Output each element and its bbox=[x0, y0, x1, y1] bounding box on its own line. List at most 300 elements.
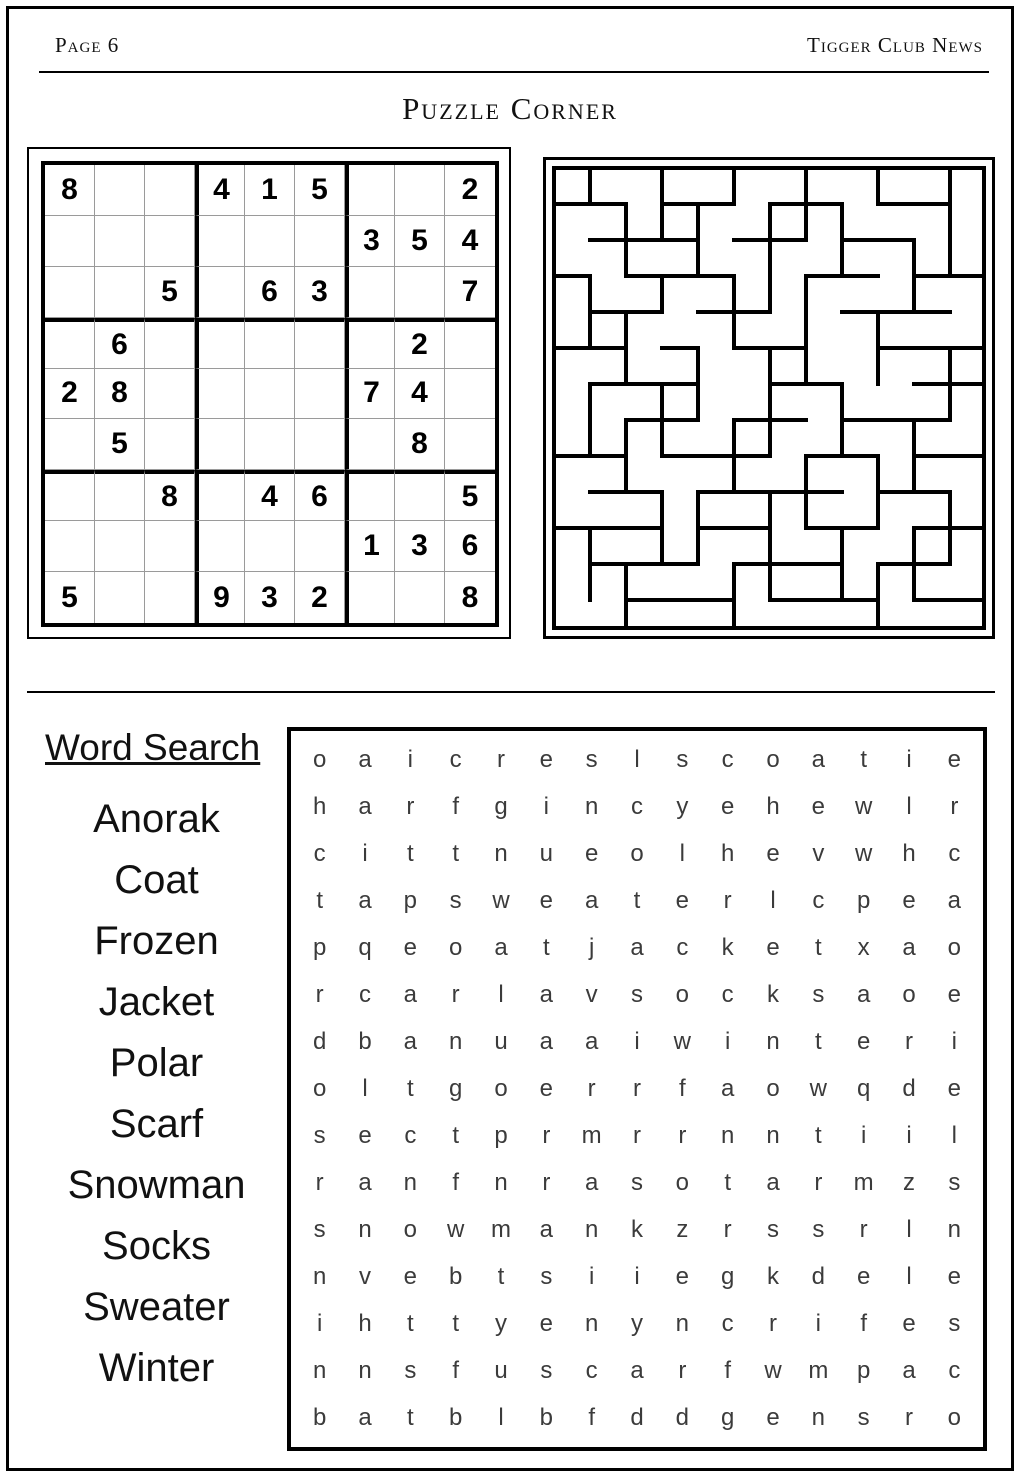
word-search-cell: l bbox=[951, 1121, 957, 1149]
word-search-cell: r bbox=[632, 1074, 641, 1102]
sudoku-cell[interactable] bbox=[45, 470, 95, 521]
word-search-cell: d bbox=[312, 1028, 327, 1056]
sudoku-cell[interactable]: 7 bbox=[345, 369, 395, 420]
maze-graphic bbox=[546, 160, 992, 636]
word-search-cell: a bbox=[720, 1074, 735, 1102]
word-search-cell: w bbox=[854, 840, 873, 868]
word-search-cell: p bbox=[312, 934, 327, 962]
sudoku-cell[interactable] bbox=[45, 318, 95, 369]
word-search-cell: m bbox=[808, 1356, 829, 1384]
word-search-cell: r bbox=[859, 1215, 868, 1243]
word-search-cell: e bbox=[856, 1028, 871, 1056]
page-number-label: Page 6 bbox=[55, 33, 120, 57]
word-search-cell: n bbox=[494, 1168, 508, 1196]
word-search-cell: q bbox=[856, 1074, 871, 1102]
word-search-cell: o bbox=[312, 746, 327, 774]
word-search-cell: i bbox=[543, 793, 549, 821]
word-search-cell: n bbox=[312, 1262, 327, 1290]
word-search-cell: a bbox=[584, 887, 599, 915]
word-search-cell: s bbox=[313, 1215, 326, 1243]
sudoku-cell[interactable]: 7 bbox=[445, 267, 495, 318]
sudoku-cell[interactable]: 8 bbox=[461, 580, 479, 614]
sudoku-cell[interactable]: 1 bbox=[245, 165, 295, 216]
sudoku-cell[interactable]: 3 bbox=[345, 216, 395, 267]
word-search-word-list bbox=[29, 789, 284, 1399]
sudoku-cell[interactable]: 5 bbox=[445, 470, 495, 521]
word-search-cell: z bbox=[676, 1215, 689, 1243]
word-search-cell: a bbox=[947, 887, 961, 915]
word-search-cell: r bbox=[904, 1028, 913, 1056]
sudoku-cell[interactable] bbox=[45, 521, 95, 572]
word-search-cell: r bbox=[406, 793, 415, 821]
word-search-cell: o bbox=[902, 981, 916, 1009]
word-search-cell: y bbox=[676, 793, 689, 821]
word-search-cell: y bbox=[630, 1309, 643, 1337]
word-search-cell: e bbox=[584, 840, 599, 868]
newsletter-page bbox=[6, 6, 1014, 1471]
sudoku-cell[interactable]: 6 bbox=[445, 521, 495, 572]
sudoku-cell[interactable] bbox=[445, 419, 495, 470]
sudoku-cell[interactable] bbox=[245, 318, 295, 369]
word-search-cell: r bbox=[632, 1121, 641, 1149]
sudoku-cell[interactable] bbox=[145, 318, 195, 369]
sudoku-cell[interactable]: 4 bbox=[395, 369, 445, 420]
sudoku-cell[interactable]: 2 bbox=[295, 572, 345, 623]
word-search-cell: r bbox=[723, 1215, 732, 1243]
maze-puzzle bbox=[543, 157, 995, 639]
word-search-cell: c bbox=[721, 1309, 734, 1337]
word-search-cell: a bbox=[358, 793, 372, 821]
sudoku-cell[interactable]: 5 bbox=[395, 216, 445, 267]
sudoku-cell[interactable] bbox=[395, 267, 445, 318]
word-search-cell: d bbox=[675, 1403, 689, 1431]
sudoku-cell[interactable]: 3 bbox=[395, 521, 445, 572]
word-search-cell: f bbox=[724, 1356, 731, 1384]
word-search-cell: d bbox=[811, 1262, 825, 1290]
word-search-cell: b bbox=[448, 1403, 463, 1431]
word-search-cell: s bbox=[676, 746, 689, 774]
word-search-cell: t bbox=[406, 1403, 414, 1431]
sudoku-cell[interactable] bbox=[145, 369, 195, 420]
sudoku-cell[interactable] bbox=[345, 419, 395, 470]
word-search-cell: r bbox=[678, 1121, 687, 1149]
word-search-cell: c bbox=[721, 746, 734, 774]
word-search-cell: t bbox=[406, 1309, 414, 1337]
word-search-cell: i bbox=[951, 1028, 957, 1056]
word-search-cell: m bbox=[490, 1215, 511, 1243]
word-search-cell: n bbox=[584, 1309, 599, 1337]
word-search-cell: n bbox=[811, 1403, 825, 1431]
word-search-cell: l bbox=[906, 793, 912, 821]
word-search-cell: w bbox=[809, 1074, 827, 1102]
word-search-cell: z bbox=[902, 1168, 915, 1196]
word-search-cell: e bbox=[766, 934, 780, 962]
word-search-cell: f bbox=[678, 1074, 686, 1102]
word-search-cell: n bbox=[403, 1168, 417, 1196]
word-search-cell: e bbox=[902, 1309, 916, 1337]
sudoku-cell[interactable] bbox=[145, 165, 195, 216]
word-search-cell: o bbox=[448, 934, 463, 962]
word-search-cell: e bbox=[947, 1262, 961, 1290]
sudoku-cell[interactable]: 5 bbox=[95, 419, 145, 470]
word-search-cell: n bbox=[675, 1309, 689, 1337]
sudoku-cell[interactable]: 5 bbox=[45, 572, 95, 623]
sudoku-cell[interactable] bbox=[395, 165, 445, 216]
word-search-cell: n bbox=[584, 1215, 599, 1243]
word-search-cell: e bbox=[403, 934, 417, 962]
word-search-cell: t bbox=[452, 1121, 459, 1149]
word-search-cell: p bbox=[856, 1356, 871, 1384]
sudoku-cell[interactable] bbox=[395, 572, 445, 623]
word-search-word: Polar bbox=[109, 1041, 204, 1085]
word-search-cell: c bbox=[676, 934, 689, 962]
word-search-word: Sweater bbox=[83, 1285, 230, 1329]
word-search-cell: c bbox=[630, 793, 643, 821]
word-search-word: Coat bbox=[114, 858, 199, 902]
word-search-cell: c bbox=[313, 840, 326, 868]
word-search-cell: d bbox=[902, 1074, 916, 1102]
sudoku-cell[interactable] bbox=[345, 572, 395, 623]
word-search-cell: e bbox=[947, 981, 961, 1009]
word-search-cell: a bbox=[358, 1168, 372, 1196]
word-search-cell: v bbox=[585, 981, 598, 1009]
sudoku-cell[interactable] bbox=[295, 419, 345, 470]
word-search-cell: e bbox=[539, 1074, 553, 1102]
word-search-cell: s bbox=[449, 887, 462, 915]
sudoku-cell[interactable]: 4 bbox=[445, 216, 495, 267]
word-search-cell: r bbox=[904, 1403, 913, 1431]
word-search-cell: a bbox=[811, 746, 825, 774]
word-search-cell: t bbox=[542, 934, 550, 962]
word-search-cell: r bbox=[496, 746, 505, 774]
sudoku-cell[interactable] bbox=[145, 419, 195, 470]
sudoku-cell[interactable] bbox=[245, 369, 295, 420]
word-search-word: Frozen bbox=[94, 919, 219, 963]
word-search-cell: w bbox=[673, 1028, 691, 1056]
word-search-cell: h bbox=[358, 1309, 372, 1337]
word-search-cell: l bbox=[362, 1074, 368, 1102]
word-search-cell: o bbox=[766, 746, 780, 774]
word-search-cell: o bbox=[403, 1215, 417, 1243]
page-inner bbox=[19, 19, 1001, 1458]
sudoku-cell[interactable] bbox=[95, 216, 145, 267]
word-search-cell: r bbox=[451, 981, 460, 1009]
sudoku-cell[interactable] bbox=[95, 267, 145, 318]
word-search-cell: s bbox=[540, 1356, 553, 1384]
section-divider bbox=[27, 691, 995, 693]
word-search-cell: c bbox=[585, 1356, 598, 1384]
word-search-cell: s bbox=[812, 1215, 825, 1243]
word-search-cell: r bbox=[542, 1168, 551, 1196]
word-search-cell: a bbox=[856, 981, 871, 1009]
word-search-cell: r bbox=[814, 1168, 823, 1196]
sudoku-cell[interactable]: 8 bbox=[145, 470, 195, 521]
word-search-cell: c bbox=[404, 1121, 417, 1149]
word-search-cell: t bbox=[316, 887, 323, 915]
word-search-word: Jacket bbox=[98, 980, 215, 1024]
word-search-cell: s bbox=[857, 1403, 870, 1431]
word-search-cell: s bbox=[766, 1215, 779, 1243]
word-search-cell: t bbox=[406, 840, 414, 868]
sudoku-cell[interactable]: 8 bbox=[95, 369, 145, 420]
word-search-cell: a bbox=[539, 1215, 553, 1243]
word-search-cell: t bbox=[497, 1262, 505, 1290]
word-search-cell: o bbox=[494, 1074, 508, 1102]
word-search-cell: a bbox=[358, 746, 372, 774]
sudoku-cell[interactable] bbox=[195, 216, 245, 267]
word-search-cell: l bbox=[634, 746, 640, 774]
word-search-word: Snowman bbox=[67, 1163, 246, 1207]
sudoku-cell[interactable]: 3 bbox=[245, 572, 295, 623]
word-search-cell: a bbox=[403, 1028, 417, 1056]
sudoku-cell[interactable] bbox=[95, 165, 145, 216]
word-search-cell: r bbox=[315, 981, 324, 1009]
sudoku-cell[interactable]: 5 bbox=[295, 165, 345, 216]
word-search-cell: i bbox=[316, 1309, 323, 1337]
sudoku-cell[interactable] bbox=[45, 267, 95, 318]
word-search-cell: w bbox=[854, 793, 873, 821]
word-search-cell: a bbox=[630, 1356, 644, 1384]
sudoku-cell[interactable] bbox=[195, 419, 245, 470]
word-search-cell: f bbox=[452, 793, 459, 821]
word-search-cell: x bbox=[857, 934, 870, 962]
word-search-cell: s bbox=[630, 981, 643, 1009]
word-search-cell: t bbox=[724, 1168, 731, 1196]
word-search-grid bbox=[297, 737, 977, 1441]
sudoku-cell[interactable] bbox=[345, 165, 395, 216]
word-search-cell: r bbox=[542, 1121, 551, 1149]
word-search-cell: e bbox=[539, 1309, 553, 1337]
sudoku-cell[interactable] bbox=[145, 216, 195, 267]
word-search-cell: n bbox=[358, 1215, 372, 1243]
word-search-cell: a bbox=[630, 934, 644, 962]
word-search-cell: u bbox=[539, 840, 553, 868]
sudoku-cell[interactable] bbox=[245, 521, 295, 572]
word-search-title: Word Search bbox=[45, 727, 261, 768]
word-search-cell: e bbox=[358, 1121, 372, 1149]
sudoku-cell[interactable] bbox=[195, 267, 245, 318]
sudoku-cell[interactable] bbox=[45, 419, 95, 470]
word-search-cell: a bbox=[902, 1356, 916, 1384]
word-search-cell: d bbox=[630, 1403, 644, 1431]
word-search-cell: k bbox=[721, 934, 734, 962]
word-search-cell: i bbox=[634, 1028, 640, 1056]
sudoku-cell[interactable]: 3 bbox=[295, 267, 345, 318]
word-search-cell: o bbox=[675, 1168, 689, 1196]
word-search-cell: p bbox=[403, 887, 417, 915]
sudoku-cell[interactable]: 1 bbox=[345, 521, 395, 572]
sudoku-cell[interactable] bbox=[345, 267, 395, 318]
sudoku-cell[interactable] bbox=[445, 369, 495, 420]
word-search-cell: h bbox=[902, 840, 916, 868]
word-search-cell: e bbox=[675, 1262, 689, 1290]
word-search-cell: f bbox=[452, 1356, 459, 1384]
word-search-cell: f bbox=[452, 1168, 459, 1196]
word-search-cell: i bbox=[634, 1262, 640, 1290]
word-search-cell: b bbox=[358, 1028, 372, 1056]
word-search-cell: a bbox=[539, 1028, 553, 1056]
word-search-cell: r bbox=[587, 1074, 596, 1102]
word-search-cell: w bbox=[764, 1356, 782, 1384]
word-search-cell: h bbox=[720, 840, 735, 868]
word-search-cell: i bbox=[906, 1121, 912, 1149]
sudoku-cell[interactable]: 6 bbox=[245, 267, 295, 318]
word-search-cell: n bbox=[720, 1121, 735, 1149]
sudoku-cell[interactable] bbox=[245, 419, 295, 470]
word-search-cell: m bbox=[581, 1121, 602, 1149]
word-search-cell: n bbox=[947, 1215, 961, 1243]
sudoku-cell[interactable] bbox=[95, 521, 145, 572]
word-search-cell: u bbox=[494, 1028, 508, 1056]
word-search-cell: j bbox=[588, 934, 595, 962]
sudoku-cell[interactable] bbox=[95, 470, 145, 521]
word-search-cell: s bbox=[404, 1356, 417, 1384]
word-search-cell: h bbox=[766, 793, 780, 821]
word-search-cell: c bbox=[948, 840, 961, 868]
sudoku-cell[interactable] bbox=[195, 470, 245, 521]
word-search-cell: n bbox=[584, 793, 599, 821]
word-search-cell: l bbox=[906, 1262, 912, 1290]
word-search-cell: r bbox=[678, 1356, 687, 1384]
word-search-cell: n bbox=[494, 840, 508, 868]
word-search-cell: h bbox=[312, 793, 327, 821]
sudoku-cell[interactable]: 5 bbox=[145, 267, 195, 318]
word-search-cell: k bbox=[630, 1215, 643, 1243]
publication-title: Tigger Club News bbox=[807, 33, 983, 57]
sudoku-cell[interactable] bbox=[195, 521, 245, 572]
sudoku-cell[interactable] bbox=[345, 318, 395, 369]
word-search-cell: q bbox=[358, 934, 372, 962]
sudoku-cell[interactable] bbox=[145, 521, 195, 572]
word-search-cell: t bbox=[860, 746, 867, 774]
word-search-cell: k bbox=[766, 1262, 779, 1290]
word-search-cell: w bbox=[446, 1215, 465, 1243]
word-search-cell: n bbox=[358, 1356, 372, 1384]
word-search-cell: t bbox=[452, 1309, 459, 1337]
word-search-cell: a bbox=[766, 1168, 780, 1196]
word-search-cell: r bbox=[723, 887, 732, 915]
word-search-cell: w bbox=[492, 887, 510, 915]
word-search-cell: e bbox=[539, 887, 553, 915]
word-search-cell: s bbox=[630, 1168, 643, 1196]
word-search-cell: n bbox=[312, 1356, 327, 1384]
word-search-cell: e bbox=[947, 1074, 961, 1102]
sudoku-cell[interactable]: 4 bbox=[195, 165, 245, 216]
sudoku-cell[interactable]: 2 bbox=[395, 318, 445, 369]
sudoku-cell[interactable] bbox=[295, 521, 345, 572]
word-search-word: Anorak bbox=[93, 797, 220, 841]
sudoku-cell[interactable]: 2 bbox=[45, 369, 95, 420]
word-search-cell: b bbox=[312, 1403, 327, 1431]
word-search-cell: n bbox=[766, 1028, 780, 1056]
sudoku-cell[interactable]: 2 bbox=[445, 165, 495, 216]
word-search-cell: i bbox=[588, 1262, 595, 1290]
sudoku-cell[interactable]: 8 bbox=[395, 419, 445, 470]
word-search-cell: i bbox=[362, 840, 368, 868]
sudoku-cell[interactable]: 9 bbox=[195, 572, 245, 623]
word-search-cell: n bbox=[448, 1028, 463, 1056]
sudoku-cell[interactable]: 6 bbox=[295, 470, 345, 521]
word-search-cell: o bbox=[675, 981, 689, 1009]
sudoku-cell[interactable] bbox=[295, 318, 345, 369]
section-title: Puzzle Corner bbox=[402, 91, 618, 126]
word-search-cell: e bbox=[403, 1262, 417, 1290]
word-search-cell: f bbox=[588, 1403, 595, 1431]
sudoku-cell[interactable] bbox=[195, 369, 245, 420]
word-search-cell: t bbox=[814, 934, 822, 962]
word-search-cell: i bbox=[407, 746, 413, 774]
word-search-cell: v bbox=[358, 1262, 371, 1290]
word-search-cell: c bbox=[812, 887, 825, 915]
word-search-word: Scarf bbox=[109, 1102, 204, 1146]
page-header bbox=[39, 27, 989, 73]
sudoku-cell[interactable] bbox=[245, 216, 295, 267]
sudoku-cell[interactable] bbox=[145, 572, 195, 623]
word-search-cell: a bbox=[539, 981, 553, 1009]
sudoku-cell[interactable] bbox=[395, 470, 445, 521]
word-search-cell: s bbox=[313, 1121, 326, 1149]
word-search-cell: t bbox=[633, 887, 641, 915]
word-search-cell: l bbox=[770, 887, 776, 915]
word-search-cell: s bbox=[585, 746, 598, 774]
word-search-cell: i bbox=[724, 1028, 731, 1056]
sudoku-cell[interactable] bbox=[195, 318, 245, 369]
word-search-cell: m bbox=[853, 1168, 874, 1196]
word-search-puzzle bbox=[287, 727, 987, 1451]
word-search-cell: c bbox=[358, 981, 371, 1009]
word-search-cell: r bbox=[950, 793, 959, 821]
word-search-cell: u bbox=[494, 1356, 508, 1384]
word-search-cell: i bbox=[860, 1121, 867, 1149]
word-search-cell: y bbox=[494, 1309, 507, 1337]
sudoku-cell[interactable] bbox=[295, 369, 345, 420]
word-search-cell: e bbox=[947, 746, 961, 774]
word-search-cell: s bbox=[812, 981, 825, 1009]
word-search-cell: l bbox=[679, 840, 685, 868]
word-search-cell: s bbox=[948, 1309, 961, 1337]
word-search-cell: p bbox=[856, 887, 871, 915]
word-search-cell: e bbox=[902, 887, 916, 915]
word-search-cell: o bbox=[630, 840, 644, 868]
sudoku-cell[interactable] bbox=[445, 318, 495, 369]
word-search-cell: e bbox=[675, 887, 689, 915]
word-search-cell: t bbox=[406, 1074, 414, 1102]
word-search-cell: l bbox=[498, 981, 504, 1009]
word-search-cell: g bbox=[720, 1403, 735, 1431]
sudoku-cell[interactable]: 6 bbox=[95, 318, 145, 369]
word-search-cell: c bbox=[449, 746, 462, 774]
word-search-cell: i bbox=[815, 1309, 821, 1337]
sudoku-cell[interactable] bbox=[295, 216, 345, 267]
word-search-cell: p bbox=[494, 1121, 508, 1149]
word-search-cell: b bbox=[448, 1262, 463, 1290]
word-search-cell: l bbox=[498, 1403, 504, 1431]
sudoku-cell[interactable] bbox=[345, 470, 395, 521]
word-search-word: Socks bbox=[102, 1224, 211, 1268]
word-search-cell: t bbox=[814, 1121, 822, 1149]
word-search-cell: g bbox=[720, 1262, 735, 1290]
sudoku-cell[interactable] bbox=[45, 216, 95, 267]
sudoku-cell[interactable]: 4 bbox=[245, 470, 295, 521]
word-search-cell: o bbox=[947, 934, 961, 962]
sudoku-cell[interactable]: 8 bbox=[45, 165, 95, 216]
word-search-cell: a bbox=[494, 934, 508, 962]
word-search-cell: t bbox=[814, 1028, 822, 1056]
word-search-cell: r bbox=[315, 1168, 324, 1196]
word-search-cell: a bbox=[403, 981, 417, 1009]
sudoku-cell[interactable] bbox=[95, 572, 145, 623]
word-search-cell: e bbox=[539, 746, 553, 774]
